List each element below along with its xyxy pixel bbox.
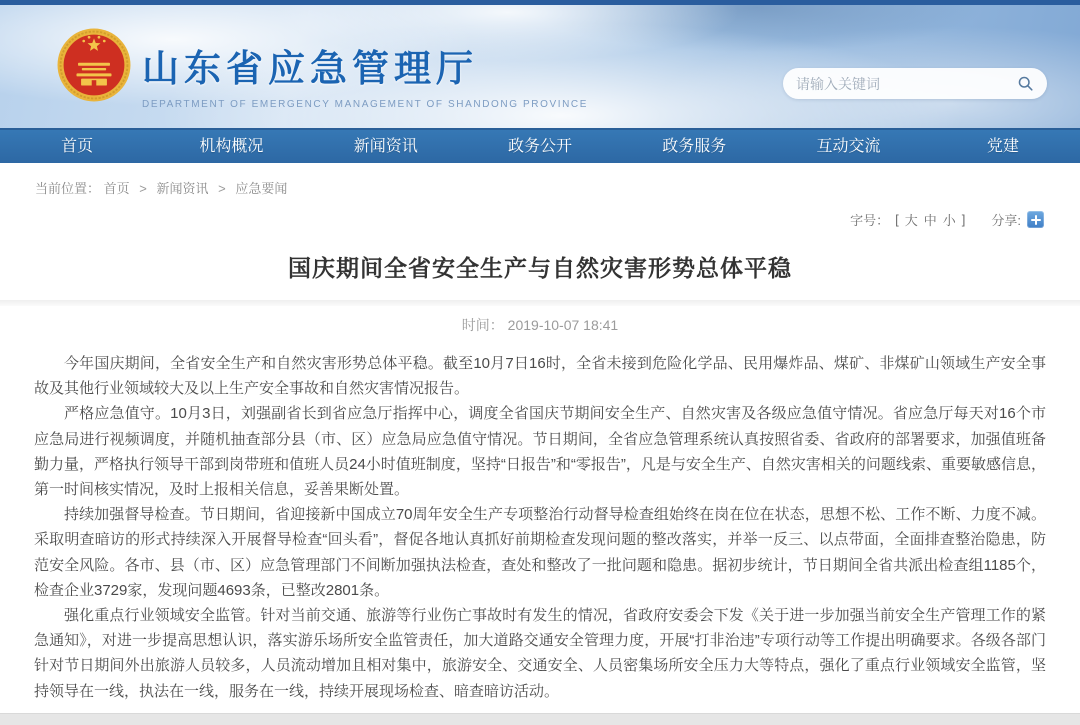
breadcrumb-news[interactable]: 新闻资讯 bbox=[156, 181, 209, 196]
nav-item-gov-open[interactable]: 政务公开 bbox=[507, 138, 572, 155]
site-subtitle: DEPARTMENT OF EMERGENCY MANAGEMENT OF SHANDONG PROVINCE bbox=[142, 99, 589, 110]
font-size-control bbox=[850, 210, 965, 229]
article-body bbox=[0, 337, 1080, 704]
site-header bbox=[0, 5, 1080, 128]
breadcrumb-separator: > bbox=[218, 181, 226, 196]
article-title: 国庆期间全省安全生产与自然灾害形势总体平稳 bbox=[288, 255, 792, 281]
article-meta bbox=[0, 306, 1080, 337]
time-label: 时间： bbox=[461, 317, 504, 333]
nav-item-interaction[interactable]: 互动交流 bbox=[816, 138, 881, 155]
font-size-medium[interactable]: 中 bbox=[923, 213, 937, 228]
bracket-open: [ bbox=[895, 212, 899, 227]
time-value: 2019-10-07 18:41 bbox=[507, 317, 619, 333]
article-paragraph: 严格应急值守。10月3日，刘强副省长到省应急厅指挥中心，调度全省国庆节期间安全生产、自然灾害及各级应急值守情况。省应急厅每天对16个市应急局进行视频调度，并随机抽查部分县（市、区）应急局应急值守情况。节日期间，全省应急管理系统认真按照省委、省政府的部署要求，加强值班备勤力量，严格执行领导干部到岗带班和值班人员24小时值班制度，坚持“日报告”和“零报告”，凡是与安全生产、自然灾害相关的问题线索、重要敏感信息，第一时间核实情况，及时上报相关信息，妥善果断处置。 bbox=[34, 405, 1046, 499]
breadcrumb-label: 当前位置： bbox=[35, 181, 101, 196]
site-brand bbox=[142, 38, 588, 110]
font-size-label: 字号： bbox=[850, 213, 890, 228]
search-input[interactable] bbox=[796, 76, 1017, 92]
article-toolbar bbox=[0, 197, 1080, 229]
article-paragraph: 持续加强督导检查。节日期间，省迎接新中国成立70周年安全生产专项整治行动督导检查组始终在岗在位在状态，思想不松、工作不断、力度不减。采取明查暗访的形式持续深入开展督导检查“回头看”，督促各地认真抓好前期检查发现问题的整改落实，并举一反三、以点带面，全面排查整治隐患，防范安全风险。各市、县（市、区）应急管理部门不间断加强执法检查，查处和整改了一批问题和隐患。据初步统计，节日期间全省共派出检查组1185个，检查企业3729家，发现问题4693条，已整改2801条。 bbox=[34, 506, 1046, 599]
site-title: 山东省应急管理厅 bbox=[142, 48, 478, 89]
main-nav bbox=[0, 128, 1080, 163]
share-label: 分享: bbox=[991, 213, 1021, 228]
breadcrumb-home[interactable]: 首页 bbox=[103, 181, 130, 196]
nav-item-party[interactable]: 党建 bbox=[986, 138, 1019, 155]
share-plus-icon[interactable] bbox=[1027, 211, 1044, 228]
nav-item-news[interactable]: 新闻资讯 bbox=[353, 138, 418, 155]
nav-item-overview[interactable]: 机构概况 bbox=[199, 138, 264, 155]
search-icon[interactable] bbox=[1017, 75, 1034, 92]
font-size-large[interactable]: 大 bbox=[904, 213, 918, 228]
breadcrumb-separator: > bbox=[139, 181, 147, 196]
national-emblem-logo bbox=[56, 27, 132, 103]
nav-item-home[interactable]: 首页 bbox=[61, 138, 94, 155]
search-box bbox=[783, 68, 1047, 99]
bracket-close: ] bbox=[961, 212, 966, 227]
footer-strip bbox=[0, 713, 1080, 725]
nav-item-gov-service[interactable]: 政务服务 bbox=[662, 138, 727, 155]
breadcrumb-current: 应急要闻 bbox=[235, 181, 288, 196]
breadcrumb bbox=[0, 163, 1080, 197]
article-paragraph: 强化重点行业领域安全监管。针对当前交通、旅游等行业伤亡事故时有发生的情况，省政府安委会下发《关于进一步加强当前安全生产管理工作的紧急通知》，对进一步提高思想认识，落实游乐场所安全监管责任，加大道路交通安全管理力度，开展“打非治违”专项行动等工作提出明确要求。各级各部门针对节日期间外出旅游人员较多，人员流动增加且相对集中，旅游安全、交通安全、人员密集场所安全压力大等特点，强化了重点行业领域安全监管，坚持领导在一线，执法在一线，服务在一线，持续开展现场检查、暗查暗访活动。 bbox=[34, 607, 1046, 700]
article-paragraph: 今年国庆期间，全省安全生产和自然灾害形势总体平稳。截至10月7日16时，全省未接到危险化学品、民用爆炸品、煤矿、非煤矿山领域生产安全事故及其他行业领域较大及以上生产安全事故和自然灾害情况报告。 bbox=[34, 355, 1046, 398]
font-size-small[interactable]: 小 bbox=[942, 213, 956, 228]
